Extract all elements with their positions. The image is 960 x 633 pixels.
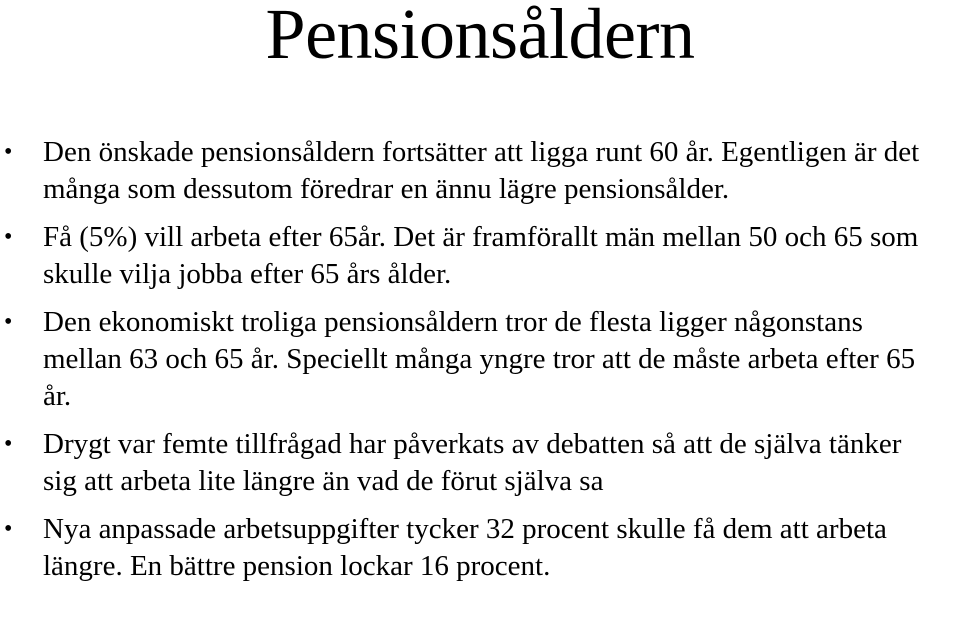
bullet-marker-icon: •	[4, 431, 13, 457]
bullet-marker-icon: •	[4, 224, 13, 250]
bullet-item	[0, 134, 960, 208]
bullet-marker-icon: •	[4, 516, 13, 542]
bullet-text: Nya anpassade arbetsuppgifter tycker 32 procent skulle få dem att arbeta längre. En bättre pension lockar 16 procent.	[43, 513, 887, 582]
bullet-marker-icon: •	[4, 139, 13, 165]
bullet-text: Drygt var femte tillfrågad har påverkats av debatten så att de själva tänker sig att arbeta lite längre än vad de förut själva sa	[43, 428, 902, 497]
bullet-item	[0, 426, 960, 500]
bullet-text: Den ekonomiskt troliga pensionsåldern tror de flesta ligger någonstans mellan 63 och 65 år. Speciellt många yngre tror att de måste arbeta efter 65 år.	[43, 306, 916, 412]
bullet-marker-icon: •	[4, 309, 13, 335]
bullet-text: Få (5%) vill arbeta efter 65år. Det är framförallt män mellan 50 och 65 som skulle vilja jobba efter 65 års ålder.	[43, 221, 919, 290]
bullet-list	[0, 134, 960, 596]
bullet-text: Den önskade pensionsåldern fortsätter att ligga runt 60 år. Egentligen är det många som dessutom föredrar en ännu lägre pensionsålder.	[43, 136, 920, 205]
bullet-item	[0, 304, 960, 415]
bullet-item	[0, 511, 960, 585]
slide-title: Pensionsåldern	[265, 0, 695, 74]
bullet-item	[0, 219, 960, 293]
